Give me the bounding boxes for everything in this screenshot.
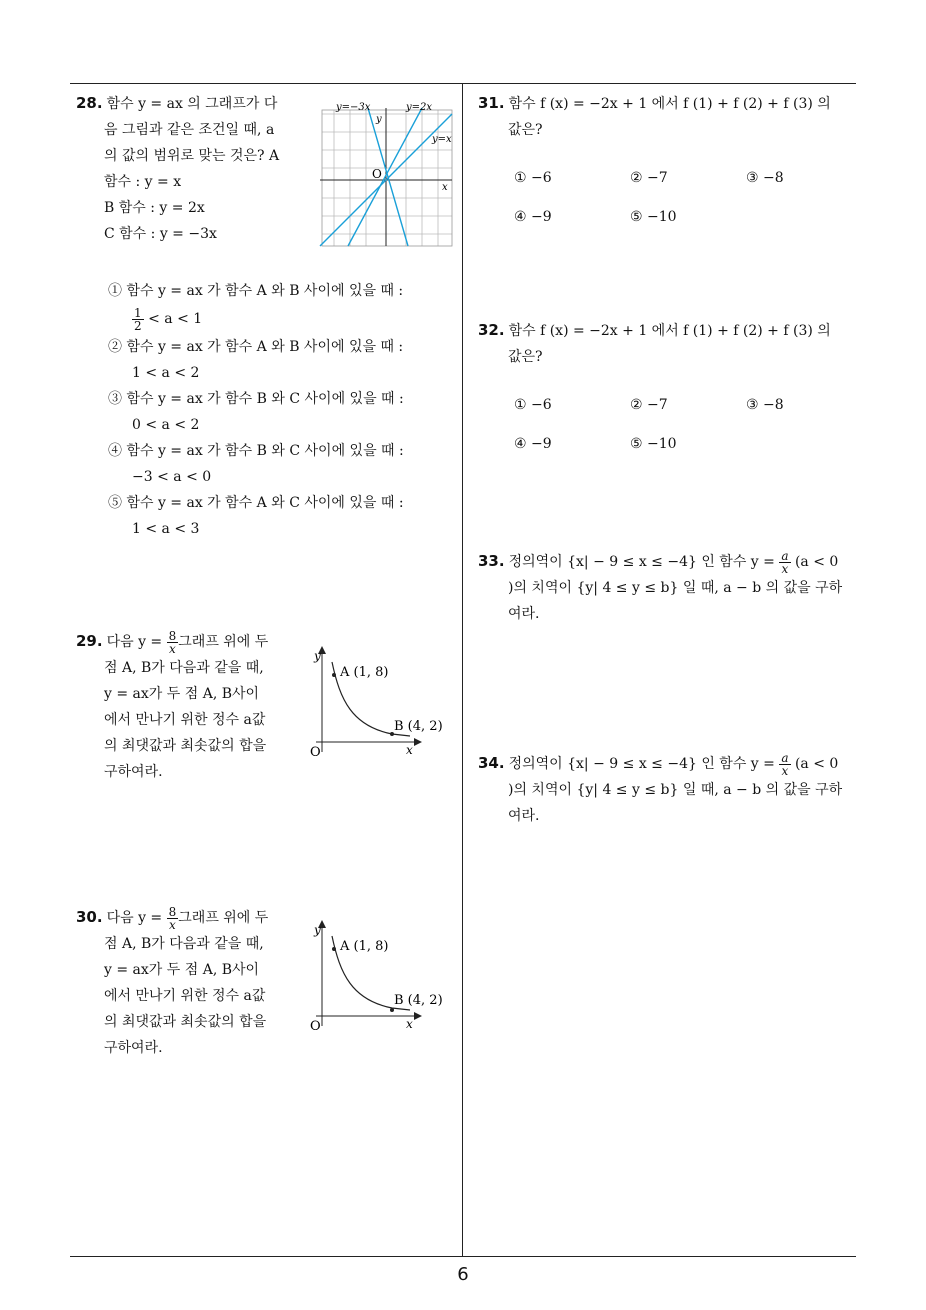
option-1[interactable] [108,278,458,304]
question-text-line: (a < 0 [794,756,839,772]
fraction-numerator: 8 [168,628,177,643]
option-4[interactable] [108,438,458,464]
question-text-line: 구하여라. [104,1040,163,1056]
question-number: 28. [76,94,103,112]
linear-functions-graph [318,96,458,248]
bottom-rule [70,1256,856,1257]
question-text-line: 값은? [508,122,543,138]
option-condition: 0 < a < 2 [132,417,200,433]
question-text-line: 구하여라. [104,764,163,780]
question-text-line: 점 A, B가 다음과 같을 때, [104,936,264,952]
question-33 [478,548,862,627]
choice-3[interactable]: ③ −8 [746,397,784,413]
question-text-line: 정의역이 {x| − 9 ≤ x ≤ −4} 인 함수 y = [508,756,775,772]
choice-5[interactable]: ⑤ −10 [630,209,677,225]
x-axis-label: x [406,743,413,757]
question-number: 31. [478,94,505,112]
option-text: 함수 y = ax 가 함수 A 와 C 사이에 있을 때 : [126,495,404,511]
option-text: 함수 y = ax 가 함수 A 와 B 사이에 있을 때 : [126,283,404,299]
option-3[interactable] [108,386,458,412]
question-32 [478,317,858,370]
option-marker: ② [108,339,122,355]
fraction-denominator: x [169,917,176,932]
y-axis-label: y [314,923,321,937]
label-b: y=2x [406,102,433,113]
option-condition: 1 < a < 2 [132,365,200,381]
origin-label: O [372,167,382,181]
option-marker: ⑤ [108,495,122,511]
fraction-denominator: 2 [134,318,142,333]
origin-label: O [310,745,321,760]
line-b [348,108,422,246]
question-number: 29. [76,632,103,650]
question-text-line: 다음 y = [106,910,163,926]
question-number: 32. [478,321,505,339]
origin-label: O [310,1019,321,1034]
question-text-line: 여라. [508,606,540,622]
option-text: 함수 y = ax 가 함수 B 와 C 사이에 있을 때 : [126,391,404,407]
fraction-numerator: a [781,750,789,765]
y-axis-label: y [314,649,321,663]
question-text-line: B 함수 : y = 2x [104,200,205,216]
page-number: 6 [457,1264,469,1285]
fraction-numerator: 8 [168,904,177,919]
hyperbola-graph [306,914,451,1036]
option-condition: 1 < a < 3 [132,521,200,537]
fraction [132,307,144,332]
question-text-line: 그래프 위에 두 [178,910,269,926]
option-1-condition [108,304,458,334]
question-text-line: 의 최댓값과 최솟값의 합을 [104,738,267,754]
hyperbola-graph [306,640,451,762]
question-number: 33. [478,552,505,570]
question-34 [478,750,862,829]
option-2[interactable] [108,334,458,360]
option-condition: < a < 1 [148,311,203,327]
column-divider [462,83,463,1257]
option-5[interactable] [108,490,458,516]
y-axis-label: y [376,114,382,125]
question-text-line: 정의역이 {x| − 9 ≤ x ≤ −4} 인 함수 y = [508,554,775,570]
question-text-line: 그래프 위에 두 [178,634,269,650]
option-text: 함수 y = ax 가 함수 B 와 C 사이에 있을 때 : [126,443,404,459]
question-text-line: 함수 y = ax 의 그래프가 다 [106,96,278,112]
question-31 [478,90,858,143]
fraction-numerator: a [781,548,789,563]
choice-4[interactable]: ④ −9 [514,436,552,452]
question-text-line: 에서 만나기 위한 정수 a값 [104,988,266,1004]
fraction [779,752,790,777]
question-number: 30. [76,908,103,926]
question-29 [76,628,296,785]
question-28 [76,90,316,247]
question-text-line: 점 A, B가 다음과 같을 때, [104,660,264,676]
question-text-line: 함수 f (x) = −2x + 1 에서 f (1) + f (2) + f (3) 의 [508,96,831,112]
choice-2[interactable]: ② −7 [630,170,668,186]
question-30 [76,904,296,1061]
choice-3[interactable]: ③ −8 [746,170,784,186]
option-marker: ④ [108,443,122,459]
choice-1[interactable]: ① −6 [514,397,552,413]
question-text-line: 다음 y = [106,634,163,650]
fraction-denominator: x [169,641,176,656]
question-text-line: )의 치역이 {y| 4 ≤ y ≤ b} 일 때, a − b 의 값을 구하 [508,580,843,596]
question-text-line: 함수 f (x) = −2x + 1 에서 f (1) + f (2) + f (3) 의 [508,323,831,339]
fraction [167,906,179,931]
question-text-line: 음 그림과 같은 조건일 때, a [104,122,275,138]
choice-2[interactable]: ② −7 [630,397,668,413]
fraction-denominator: x [781,561,789,576]
point-b-label: B (4, 2) [394,993,443,1008]
question-text-line: y = ax가 두 점 A, B사이 [104,962,260,978]
question-text-line: (a < 0 [794,554,839,570]
point-a-label: A (1, 8) [340,665,389,680]
option-marker: ③ [108,391,122,407]
fraction-denominator: x [781,763,789,778]
q28-options [108,278,458,542]
point-a [332,673,336,677]
question-text-line: 의 값의 범위로 맞는 것은? A [104,148,280,164]
question-number: 34. [478,754,505,772]
x-axis-label: x [442,182,448,193]
choice-1[interactable]: ① −6 [514,170,552,186]
question-text-line: y = ax가 두 점 A, B사이 [104,686,260,702]
point-b [390,1008,394,1012]
question-text-line: 의 최댓값과 최솟값의 합을 [104,1014,267,1030]
fraction [167,630,179,655]
fraction-numerator: 1 [134,305,142,320]
point-a [332,947,336,951]
question-text-line: )의 치역이 {y| 4 ≤ y ≤ b} 일 때, a − b 의 값을 구하 [508,782,843,798]
top-rule [70,83,856,84]
label-c: y=−3x [336,102,371,113]
question-text-line: 여라. [508,808,540,824]
question-text-line: 값은? [508,349,543,365]
point-b-label: B (4, 2) [394,719,443,734]
option-marker: ① [108,283,122,299]
question-text-line: 에서 만나기 위한 정수 a값 [104,712,266,728]
x-axis-label: x [406,1017,413,1031]
question-text-line: C 함수 : y = −3x [104,226,217,242]
choice-4[interactable]: ④ −9 [514,209,552,225]
question-text-line: 함수 : y = x [104,174,182,190]
fraction [779,550,790,575]
option-condition: −3 < a < 0 [132,469,212,485]
label-a: y=x [432,134,452,145]
point-a-label: A (1, 8) [340,939,389,954]
choice-5[interactable]: ⑤ −10 [630,436,677,452]
option-text: 함수 y = ax 가 함수 A 와 B 사이에 있을 때 : [126,339,404,355]
